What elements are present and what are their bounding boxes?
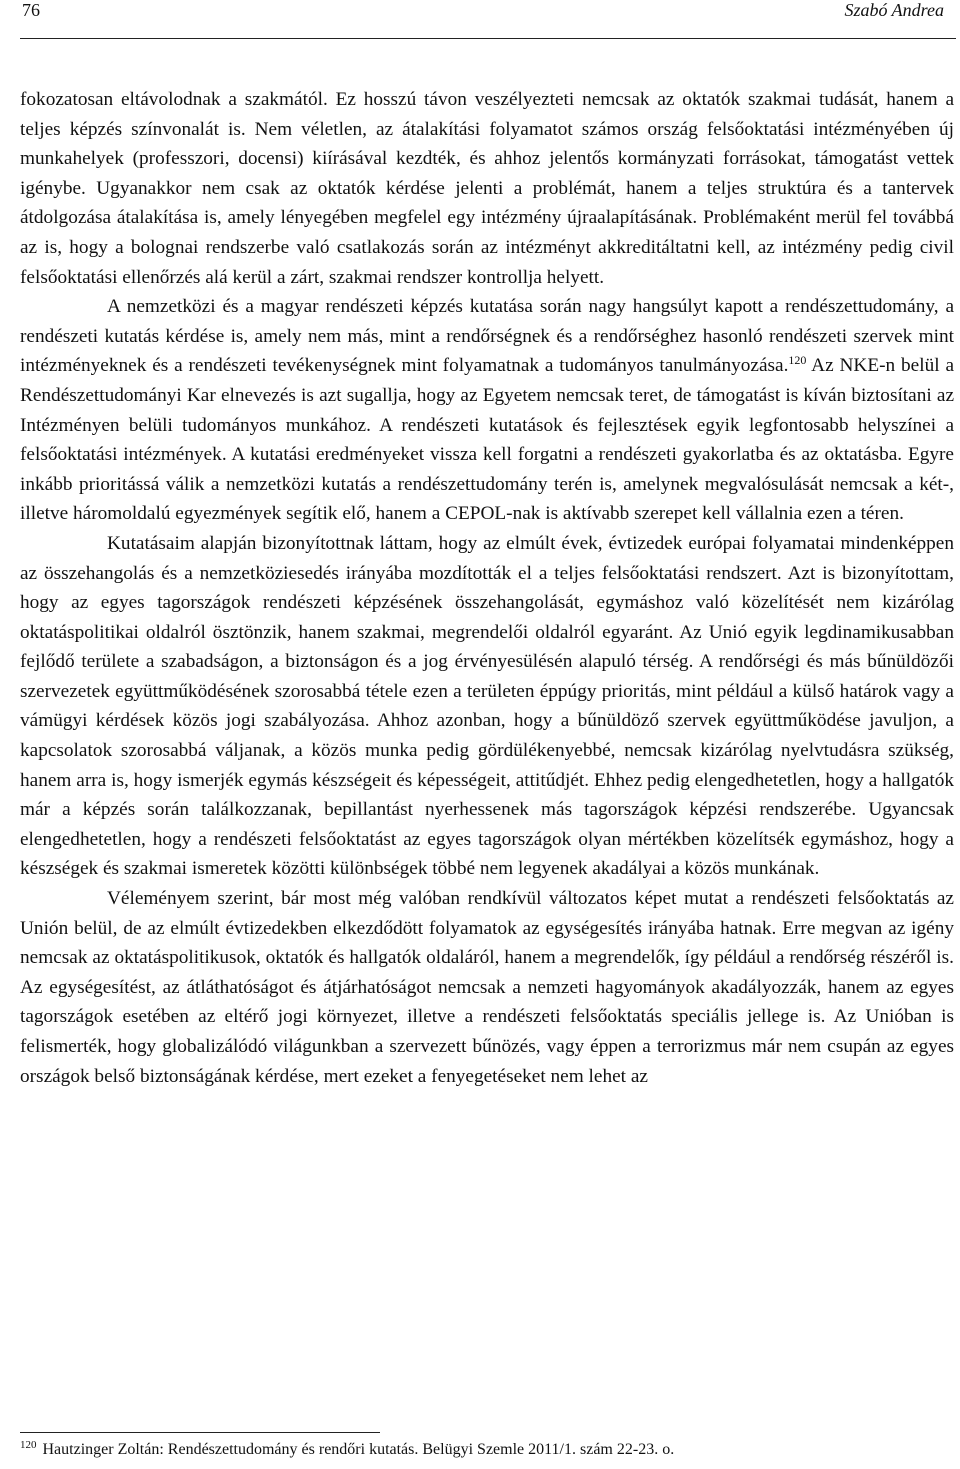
footnote [20, 1440, 950, 1460]
footnote-rule [20, 1432, 380, 1433]
header-rule [20, 38, 956, 39]
paragraph-text: Véleményem szerint, bár most még valóban rendkívül változatos képet mutat a rendészeti felsőoktatás az Unión belül, de az elmúlt évtizedekben elkezdődött folyamatok az egységesítés irányába hatnak. Erre megvan az igény nemcsak az oktatáspolitikusok, oktatók és hallgatók oldaláról, hanem a megrendelők, így például a rendőrség részéről is. Az egységesítést, az átláthatóságot és átjárhatóságot nemcsak a nemzeti hagyományok akadályozzák, hanem az egyes tagországok esetében az eltérő jogi környezet, illetve a rendészeti felsőoktatás speciális jellege is. Az Unióban is felismerték, hogy globalizálódó világunkban a szervezett bűnözés, vagy éppen a terrorizmus már nem csupán az egyes országok belső biztonságának kérdése, mert ezeket a fenyegetéseket nem lehet az [20, 888, 954, 1087]
page-number: 76 [22, 0, 40, 20]
body-text [20, 85, 954, 1091]
footnote-reference[interactable]: 120 [788, 353, 807, 368]
paragraph-text: fokozatosan eltávolodnak a szakmától. Ez hosszú távon veszélyezteti nemcsak az oktatók szakmai tudását, hanem a teljes képzés színvonalát is. Nem véletlen, az átalakítási folyamatot számos ország felsőoktatási intézményében új munkahelyek (professzori, docensi) kiírásával kezdték, és ahhoz jelentős kormányzati forrásokat, támogatást vettek igénybe. Ugyanakkor nem csak az oktatók kérdése jelenti a problémát, hanem a teljes struktúra és a tantervek átdolgozása átalakítása is, amely lényegében megfelel egy intézmény újraalapításának. Problémaként merül fel továbbá az is, hogy a bolognai rendszerbe való csatlakozás során az intézményt akkreditáltatni kell, az intézmény pedig civil felsőoktatási ellenőrzés alá kerül a zárt, szakmai rendszer kontrollja helyett. [20, 89, 954, 288]
paragraph-4 [20, 884, 954, 1091]
paragraph-1 [20, 85, 954, 292]
paragraph-3 [20, 529, 954, 884]
paragraph-text: A nemzetközi és a magyar rendészeti képzés kutatása során nagy hangsúlyt kapott a rendészettudomány, a rendészeti kutatás kérdése is, amely nem más, mint a rendőrségnek és a rendőrséghez hasonló rendészeti szervek mint intézményeknek és a rendészeti tevékenységnek mint folyamatnak a tudományos tanulmányozása. [20, 296, 954, 377]
footnote-text: Hautzinger Zoltán: Rendészettudomány és rendőri kutatás. Belügyi Szemle 2011/1. szám 22-23. o. [42, 1441, 675, 1458]
paragraph-text: Kutatásaim alapján bizonyítottnak láttam, hogy az elmúlt évek, évtizedek európai folyamatai mindenképpen az összehangolás és a nemzetköziesedés irányába mozdították el a teljes felsőoktatási rendszert. Azt is bizonyítottam, hogy az egyes tagországok rendészeti képzésének összehangolását, egymáshoz való közelítését nem kizárólag oktatáspolitikai oldalról ösztönzik, hanem szakmai, megrendelői oldalról egyaránt. Az Unió egyik legdinamikusabban fejlődő területe a szabadságon, a biztonságon és a jog érvényesülésén alapuló térség. A rendőrségi és más bűnüldözői szervezetek együttműködésének szorosabbá tétele ezen a területen éppúgy prioritás, mint például a külső határok vagy a vámügyi kérdések közös jogi szabályozása. Ahhoz azonban, hogy a bűnüldöző szervek együttműködése javuljon, a kapcsolatok szorosabbá váljanak, a közös munka pedig gördülékenyebbé, nemcsak kizárólag nyelvtudásra szükség, hanem arra is, hogy ismerjék egymás készségeit és képességeit, attitűdjét. Ehhez pedig elengedhetetlen, hogy a hallgatók már a képzés során találkozzanak, bepillantást nyerhessenek más tagországok képzési rendszerébe. Ugyancsak elengedhetetlen, hogy a rendészeti felsőoktatást az egyes tagországok olyan mértékben közelítsék egymáshoz, hogy a készségek és szakmai ismeretek közötti különbségek többé nem legyenek akadályai a közös munkának. [20, 532, 954, 880]
running-author: Szabó Andrea [844, 0, 944, 20]
paragraph-text: Az NKE-n belül a Rendészettudományi Kar elnevezés is azt sugallja, hogy az Egyetem nemcsak teret, de támogatást is kíván biztosítani az Intézményen belüli tudományos munkához. A rendészeti kutatások és fejlesztések egyik legfontosabb helyszínei a felsőoktatási intézmények. A kutatási eredményeket vissza kell forgatni a rendészeti gyakorlatba és az oktatásba. Egyre inkább prioritássá válik a nemzetközi kutatás a rendészettudomány terén is, amelynek megvalósulását nemcsak a két-, illetve háromoldalú egyezmények segítik elő, hanem a CEPOL-nak is aktívabb szerepet kell vállalnia ezen a téren. [20, 355, 954, 525]
footnote-number: 120 [20, 1439, 37, 1451]
running-header [20, 0, 944, 34]
paragraph-2 [20, 292, 954, 529]
